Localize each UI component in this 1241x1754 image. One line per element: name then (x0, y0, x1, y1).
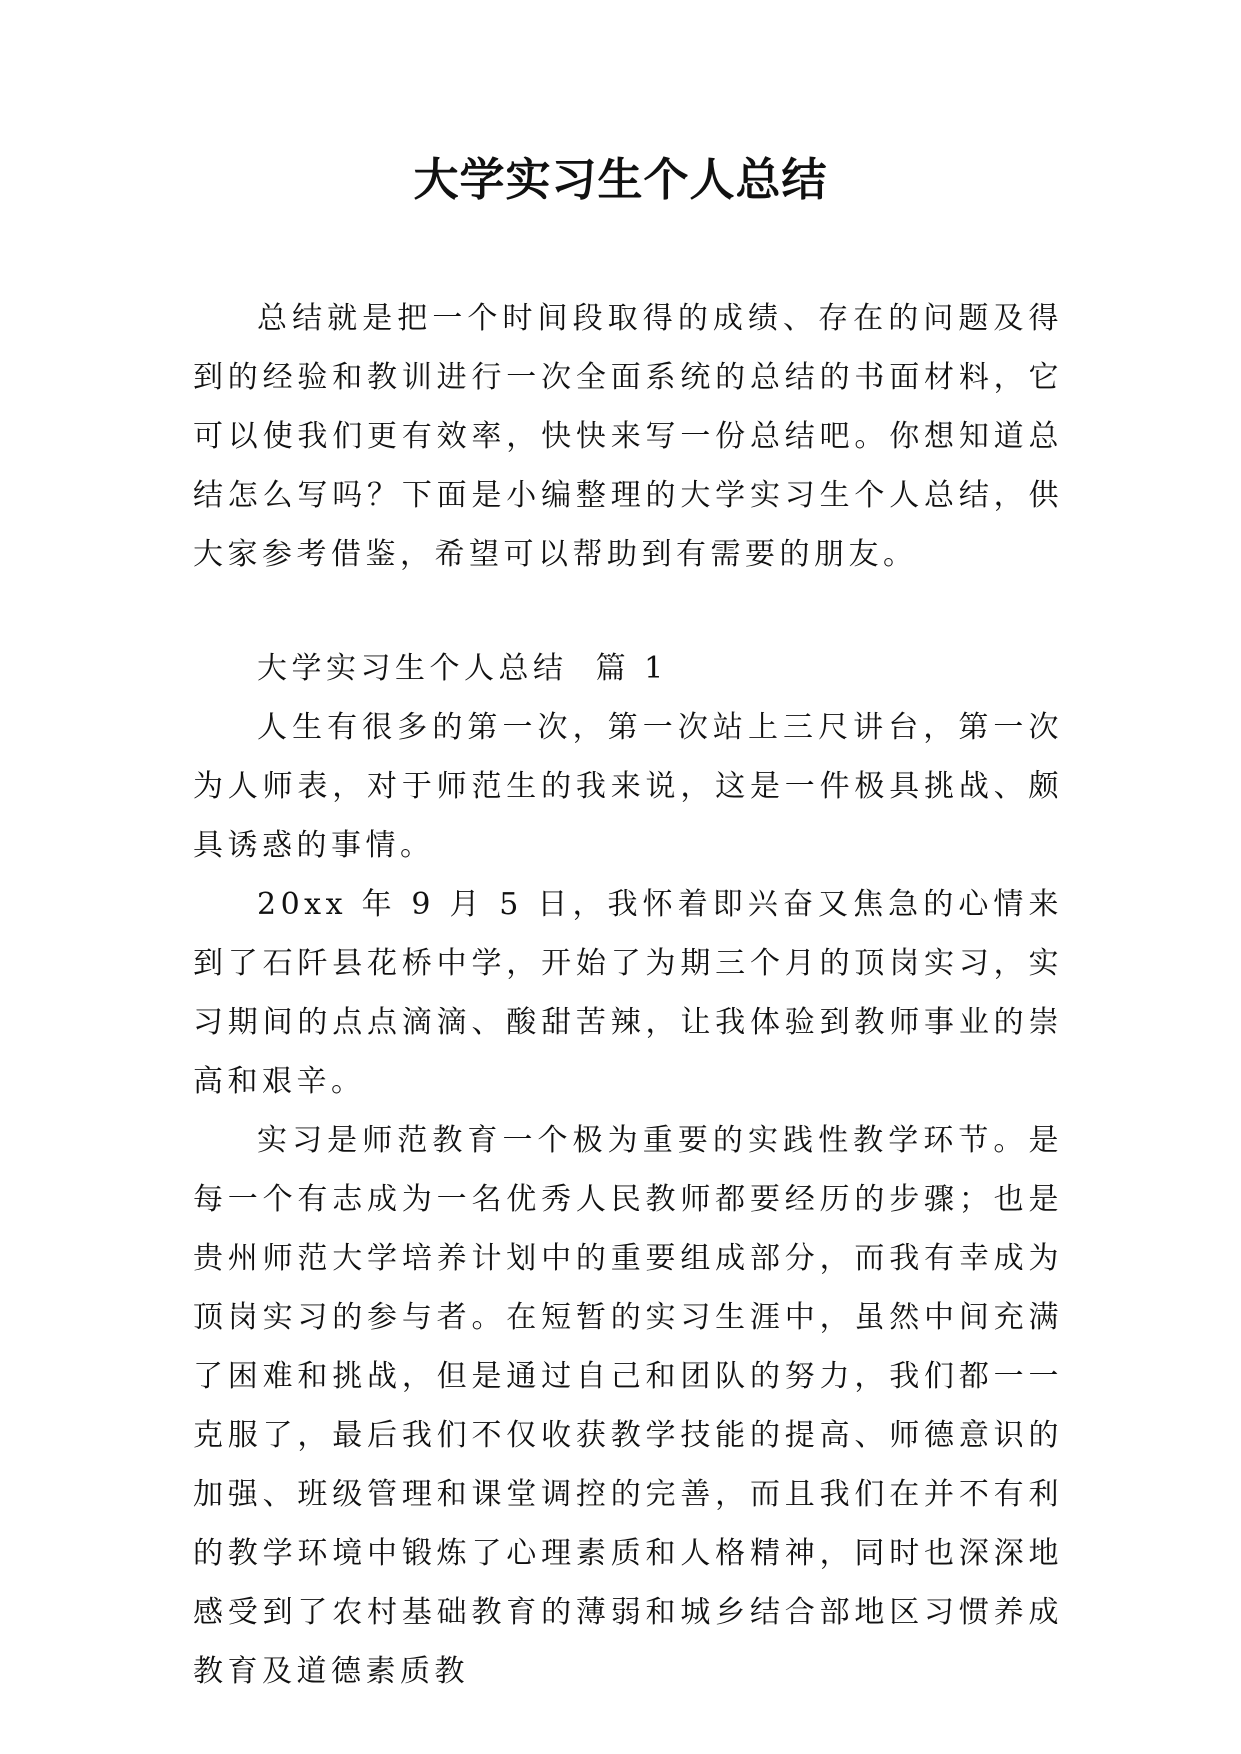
section-heading: 大学实习生个人总结 篇 1 (257, 651, 668, 686)
intro-paragraph: 总结就是把一个时间段取得的成绩、存在的问题及得到的经验和教训进行一次全面系统的总结的书面材料，它可以使我们更有效率，快快来写一份总结吧。你想知道总结怎么写吗？下面是小编整理的大学实习生个人总结，供大家参考借鉴，希望可以帮助到有需要的朋友。 (193, 301, 1063, 572)
intro-section (193, 289, 1063, 584)
body-paragraph-3: 实习是师范教育一个极为重要的实践性教学环节。是每一个有志成为一名优秀人民教师都要经历的步骤；也是贵州师范大学培养计划中的重要组成部分，而我有幸成为顶岗实习的参与者。在短暂的实习生涯中，虽然中间充满了困难和挑战，但是通过自己和团队的努力，我们都一一克服了，最后我们不仅收获教学技能的提高、师德意识的加强、班级管理和课堂调控的完善，而且我们在并不有利的教学环境中锻炼了心理素质和人格精神，同时也深深地感受到了农村基础教育的薄弱和城乡结合部地区习惯养成教育及道德素质教 (193, 1123, 1063, 1689)
body-paragraph-2: 20xx 年 9 月 5 日，我怀着即兴奋又焦急的心情来到了石阡县花桥中学，开始了为期三个月的顶岗实习，实习期间的点点滴滴、酸甜苦辣，让我体验到教师事业的崇高和艰辛。 (193, 887, 1063, 1099)
body-paragraph-1: 人生有很多的第一次，第一次站上三尺讲台，第一次为人师表，对于师范生的我来说，这是一件极具挑战、颇具诱惑的事情。 (193, 710, 1063, 863)
section-body (193, 698, 1063, 1701)
document-title: 大学实习生个人总结 (413, 153, 828, 206)
